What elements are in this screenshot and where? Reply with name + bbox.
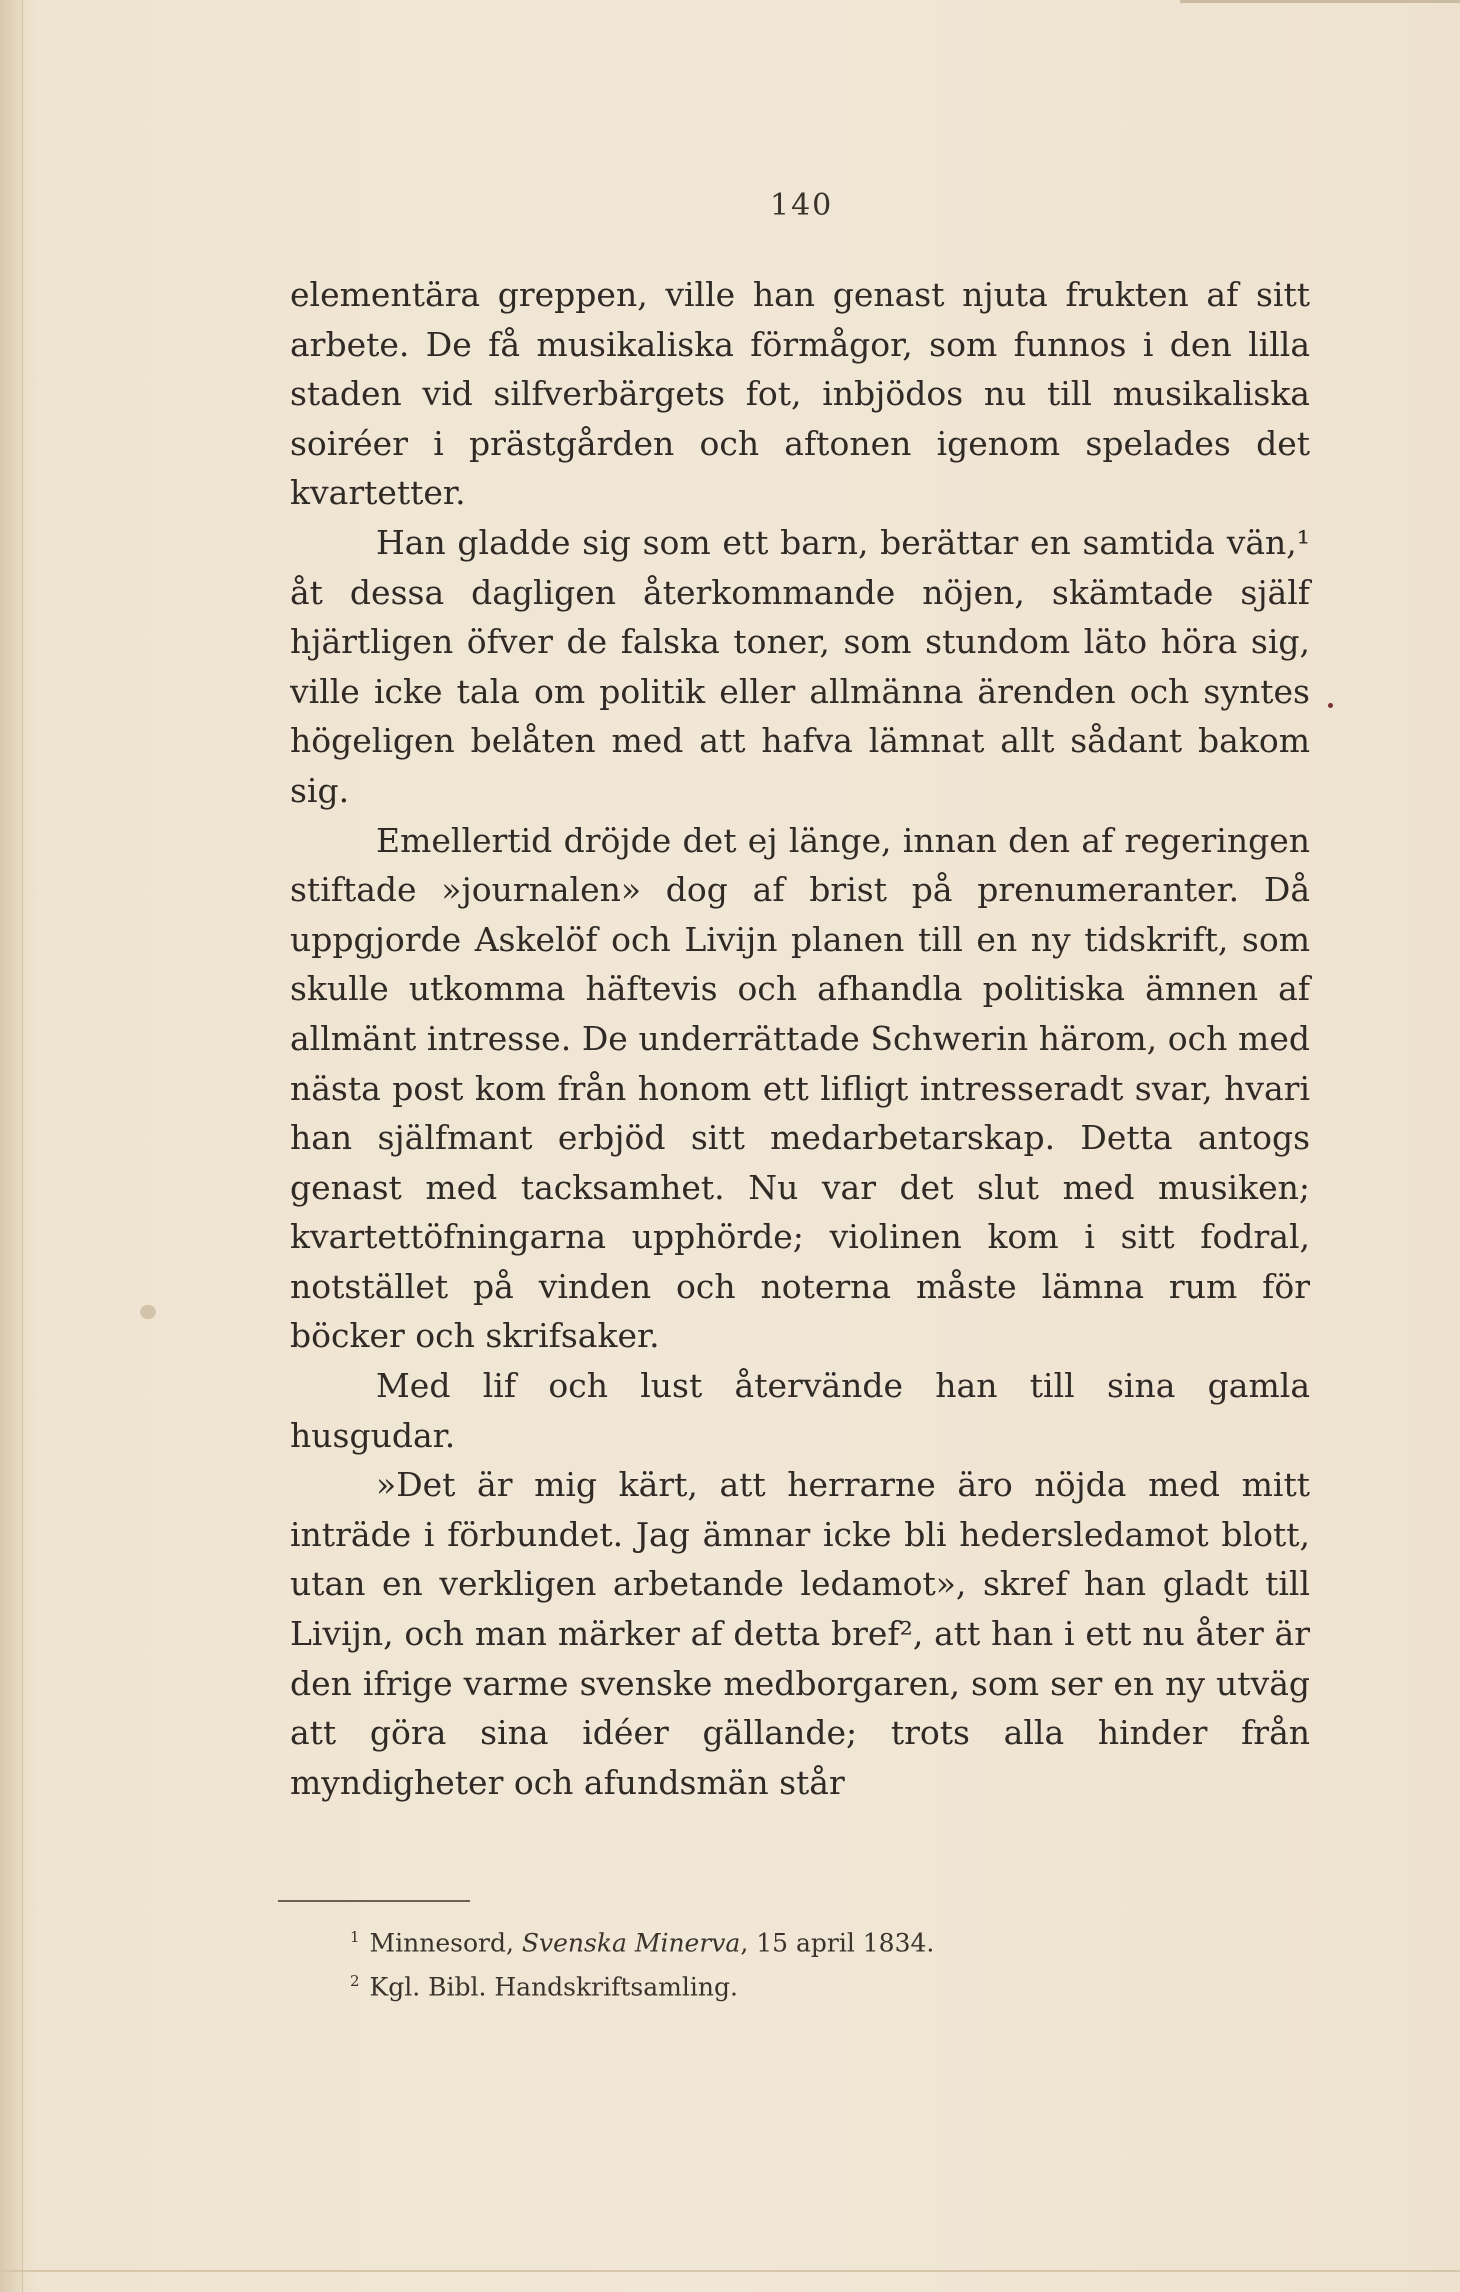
paragraph: Emellertid dröjde det ej länge, innan den af regeringen stiftade »journalen» dog af brist på prenumeranter. Då uppgjorde Askelöf och Livijn planen till en ny tidskrift, som skulle utkomma häftevis och afhandla politiska ämnen af allmänt intresse. De underrättade Schwerin härom, och med nästa post kom från honom ett lifligt intresseradt svar, hvari han själfmant erbjöd sitt medarbetarskap. Detta antogs genast med tacksamhet. Nu var det slut med musiken; kvartettöfningarna upphörde; violinen kom i sitt fodral, notstället på vinden och noterna måste lämna rum för böcker och skrifsaker.: [290, 820, 1310, 1356]
footnote-mark: 2: [350, 1972, 360, 1991]
page-binding-edge: [0, 0, 23, 2292]
footnotes: [350, 1918, 1250, 2007]
paragraph: elementära greppen, ville han genast njuta frukten af sitt arbete. De få musikaliska förmågor, som funnos i den lilla staden vid silfverbärgets fot, inbjödos nu till musikaliska soiréer i prästgården och aftonen igenom spelades det kvartetter.: [290, 275, 1310, 513]
footnote-italic: Svenska Minerva: [521, 1928, 741, 1958]
margin-smudge: [140, 1305, 156, 1319]
footnote-text-end: , 15 april 1834.: [740, 1928, 935, 1958]
paragraph: Med lif och lust återvände han till sina gamla husgudar.: [290, 1366, 1310, 1455]
footnote: [350, 1918, 1250, 1962]
page-number: 140: [770, 188, 834, 223]
paragraph: »Det är mig kärt, att herrarne äro nöjda med mitt inträde i förbundet. Jag ämnar icke bli hedersledamot blott, utan en verkligen arbetande ledamot», skref han gladt till Livijn, och man märker af detta bref², att han i ett nu åter är den ifrige varme svenske medborgaren, som ser en ny utväg att göra sina idéer gällande; trots alla hinder från myndigheter och afundsmän står: [290, 1465, 1310, 1802]
footnote-rule: [278, 1900, 470, 1902]
paragraph: Han gladde sig som ett barn, berättar en samtida vän,¹ åt dessa dagligen återkommande nöjen, skämtade själf hjärtligen öfver de falska toner, som stundom läto höra sig, ville icke tala om politik eller allmänna ärenden och syntes högeligen belåten med att hafva lämnat allt sådant bakom sig.: [290, 522, 1310, 810]
footnote-text: Kgl. Bibl. Handskriftsamling.: [369, 1972, 738, 2002]
bottom-edge-line: [0, 2270, 1460, 2272]
footnote: [350, 1962, 1250, 2006]
margin-ink-dot: [1328, 703, 1333, 708]
top-edge-line: [1180, 0, 1460, 3]
body-text: [290, 270, 1310, 1807]
footnote-text: Minnesord,: [369, 1928, 522, 1958]
footnote-mark: 1: [350, 1928, 360, 1946]
